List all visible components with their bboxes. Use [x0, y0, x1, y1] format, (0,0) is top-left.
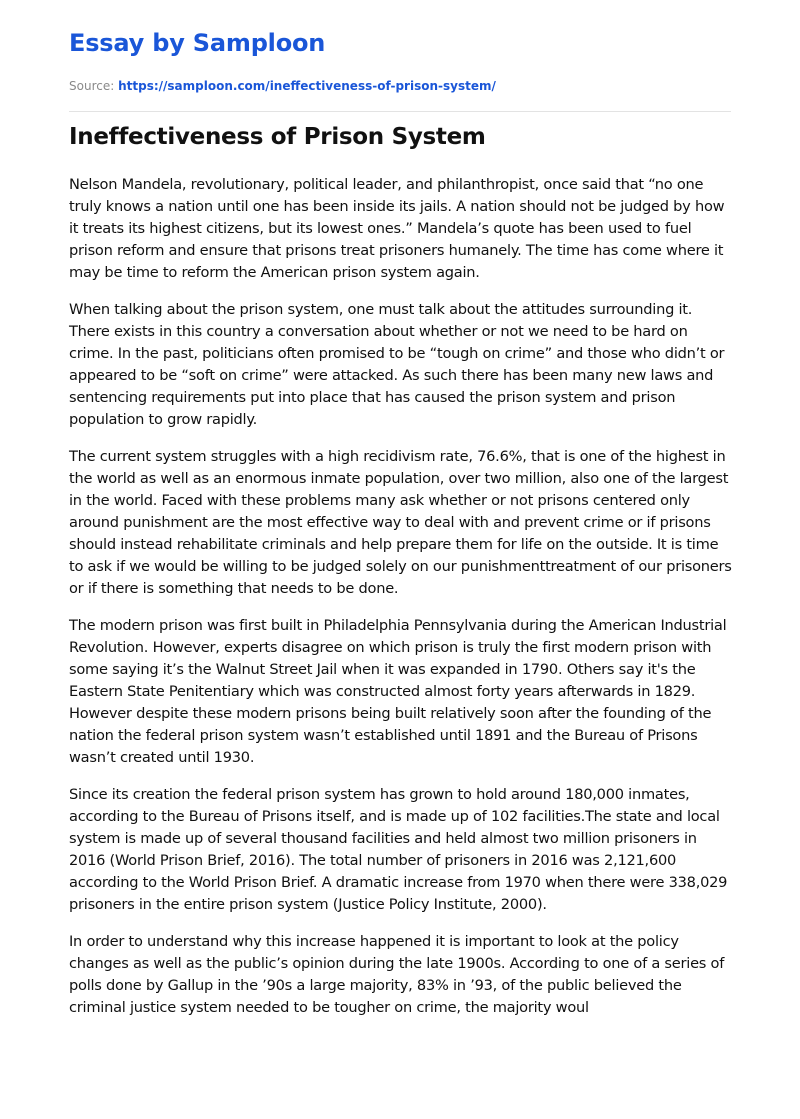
- essay-paragraph: When talking about the prison system, one must talk about the attitudes surrounding it. There exists in this country a conversation about whether or not we need to be hard on crime. In the past, politicians often promised to be “tough on crime” and those who didn’t or appeared to be “soft on crime” were attacked. As such there has been many new laws and sentencing requirements put into place that has caused the prison system and prison population to grow rapidly.: [69, 301, 725, 428]
- essay-body: [69, 174, 733, 1034]
- essay-paragraph: The modern prison was first built in Philadelphia Pennsylvania during the American Industrial Revolution. However, experts disagree on which prison is truly the first modern prison with some saying it’s the Walnut Street Jail when it was expanded in 1790. Others say it's the Eastern State Penitentiary which was constructed almost forty years afterwards in 1829. However despite these modern prisons being built relatively soon after the founding of the nation the federal prison system wasn’t established until 1891 and the Bureau of Prisons wasn’t created until 1930.: [69, 617, 727, 766]
- essay-paragraph: Since its creation the federal prison system has grown to hold around 180,000 inmates, according to the Bureau of Prisons itself, and is made up of 102 facilities.The state and local system is made up of several thousand facilities and held almost two million prisoners in 2016 (World Prison Brief, 2016). The total number of prisoners in 2016 was 2,121,600 according to the World Prison Brief. A dramatic increase from 1970 when there were 338,029 prisoners in the entire prison system (Justice Policy Institute, 2000).: [69, 786, 728, 913]
- source-link[interactable]: https://samploon.com/ineffectiveness-of-prison-system/: [118, 79, 496, 93]
- essay-paragraph: The current system struggles with a high recidivism rate, 76.6%, that is one of the highest in the world as well as an enormous inmate population, over two million, also one of the largest in the world. Faced with these problems many ask whether or not prisons centered only around punishment are the most effective way to deal with and prevent crime or if prisons should instead rehabilitate criminals and help prepare them for life on the outside. It is time to ask if we would be willing to be judged solely on our punishmenttreatment of our prisoners or if there is something that needs to be done.: [69, 448, 732, 597]
- essay-paragraph: In order to understand why this increase happened it is important to look at the policy changes as well as the public’s opinion during the late 1900s. According to one of a series of polls done by Gallup in the ’90s a large majority, 83% in ’93, of the public believed the criminal justice system needed to be tougher on crime, the majority woul: [69, 933, 725, 1016]
- essay-paragraph: Nelson Mandela, revolutionary, political leader, and philanthropist, once said that “no one truly knows a nation until one has been inside its jails. A nation should not be judged by how it treats its highest citizens, but its lowest ones.” Mandela’s quote has been used to fuel prison reform and ensure that prisons treat prisoners humanely. The time has come where it may be time to reform the American prison system again.: [69, 176, 725, 281]
- essay-title: Ineffectiveness of Prison System: [69, 124, 486, 150]
- source-line: [69, 79, 496, 93]
- header-divider: [69, 111, 731, 112]
- site-brand: Essay by Samploon: [69, 29, 326, 57]
- source-label: Source:: [69, 79, 115, 93]
